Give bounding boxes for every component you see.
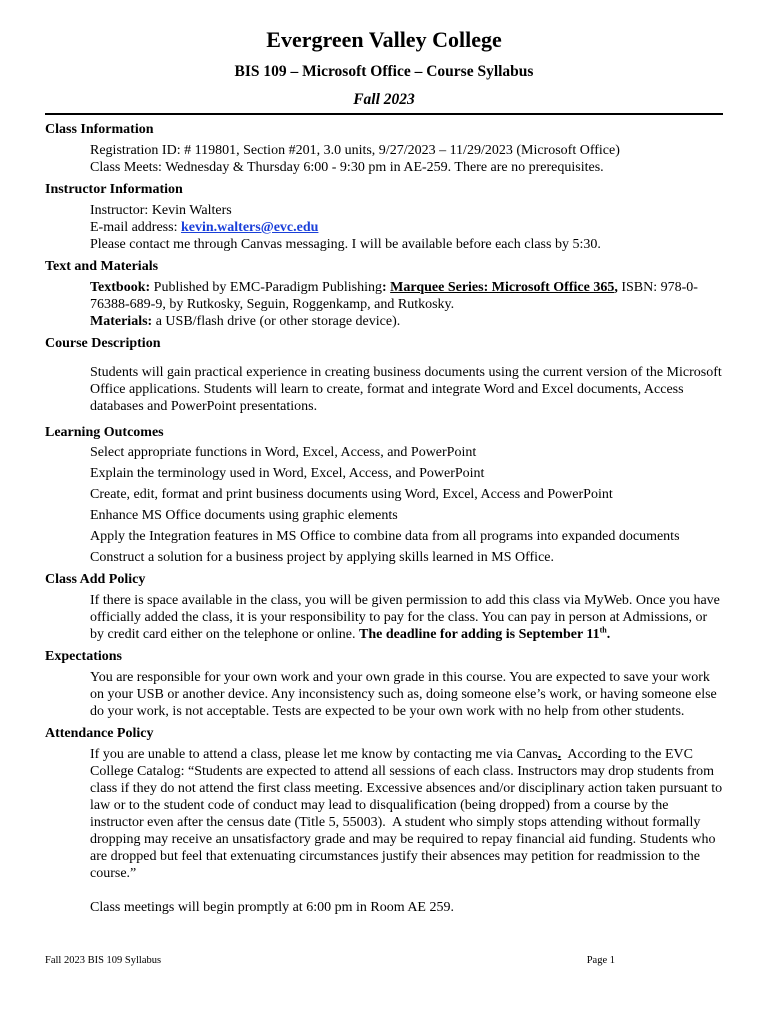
add-policy-body: If there is space available in the class, you will be given permission to add this class via MyWeb. Once you have officially added the class, it is your responsibility to pay for the class. You can pay in person at Admissions, or by credit card either on the telephone or online.	[90, 593, 720, 642]
textbook-colon: :	[381, 280, 391, 295]
attendance-text	[45, 746, 726, 882]
email-link[interactable]: kevin.walters@evc.edu	[180, 220, 319, 235]
course-description-text: Students will gain practical experience in creating business documents using the current version of the Microsoft Office applications. Students will learn to create, format and integrate Word and Excel documents, Access databases and PowerPoint presentations.	[90, 365, 722, 414]
add-deadline-suffix: th	[599, 625, 607, 635]
materials-line	[45, 313, 723, 330]
textbook-label: Textbook:	[90, 280, 151, 295]
header-divider	[45, 113, 723, 115]
text-materials-section	[45, 258, 723, 330]
footer-document-name: Fall 2023 BIS 109 Syllabus	[45, 955, 162, 966]
section-heading: Attendance Policy	[45, 726, 154, 741]
section-heading: Class Add Policy	[45, 572, 146, 587]
section-heading: Expectations	[45, 649, 122, 664]
learning-outcomes-section	[45, 424, 723, 566]
attendance-catalog: According to the EVC College Catalog: “Students are expected to attend all sessions of each class. Instructors may drop students from class if they do not attend the first class meeting. Excessive absences and/or disciplinary action taken pursuant to law or to the student code of conduct may lead to disqualification (being dropped) from a course by the instructor even after the census date (Title 5, 55003). A student who simply stops attending without formally dropping may receive an unsatisfactory grade and may be required to repay financial aid funding. Students who are dropped but feel that extenuating circumstances justify their absences may petition for readmission to the course.”	[90, 747, 726, 881]
footer-page-number: Page 1	[586, 955, 615, 966]
syllabus-body	[45, 121, 726, 921]
section-heading: Learning Outcomes	[45, 425, 164, 440]
textbook-details: ISBN: 978-0-76388-689-9, by Rutkosky, Seguin, Roggenkamp, and Rutkosky.	[90, 280, 698, 312]
term-label: Fall 2023	[353, 91, 415, 108]
add-deadline-period: .	[606, 627, 611, 642]
textbook-line	[45, 279, 723, 313]
outcome-item: Enhance MS Office documents using graphic elements	[90, 508, 398, 523]
section-heading: Course Description	[45, 336, 161, 351]
textbook-publisher: Published by EMC-Paradigm Publishing	[150, 280, 382, 295]
attendance-dot: .	[557, 747, 562, 762]
materials-label: Materials:	[90, 314, 153, 329]
materials-text: a USB/flash drive (or other storage device).	[152, 314, 401, 329]
outcome-item: Create, edit, format and print business documents using Word, Excel, Access and PowerPoint	[90, 487, 613, 502]
outcome-item: Apply the Integration features in MS Office to combine data from all programs into expanded documents	[90, 529, 680, 544]
course-description-section	[45, 335, 723, 415]
outcome-item: Explain the terminology used in Word, Excel, Access, and PowerPoint	[90, 466, 485, 481]
textbook-comma: ,	[614, 280, 618, 295]
section-heading: Instructor Information	[45, 182, 183, 197]
email-line	[45, 219, 723, 236]
attendance-intro: If you are unable to attend a class, please let me know by contacting me via Canvas	[90, 747, 558, 762]
expectations-text: You are responsible for your own work and your own grade in this course. You are expected to save your work on your USB or another device. Any inconsistency such as, doing someone else’s work, or having someone else do your work, is not acceptable. Tests are expected to be your own work with no help from other students.	[90, 670, 717, 719]
instructor-name: Instructor: Kevin Walters	[90, 203, 232, 218]
outcome-item: Construct a solution for a business project by applying skills learned in MS Office.	[90, 550, 555, 565]
registration-line: Registration ID: # 119801, Section #201, 3.0 units, 9/27/2023 – 11/29/2023 (Microsoft Office)	[90, 143, 620, 158]
email-label: E-mail address:	[90, 220, 181, 235]
add-deadline	[359, 627, 610, 642]
outcome-item: Select appropriate functions in Word, Excel, Access, and PowerPoint	[90, 445, 477, 460]
add-policy-text	[45, 592, 723, 643]
textbook-title: Marquee Series: Microsoft Office 365	[390, 280, 615, 295]
class-information-section	[45, 121, 723, 176]
instructor-information-section	[45, 181, 723, 253]
add-deadline-text: The deadline for adding is September 11	[359, 627, 600, 642]
college-title: Evergreen Valley College	[266, 27, 502, 52]
attendance-section	[45, 725, 726, 916]
section-heading: Text and Materials	[45, 259, 159, 274]
add-policy-section	[45, 571, 723, 643]
course-title: BIS 109 – Microsoft Office – Course Syllabus	[234, 63, 534, 80]
expectations-section	[45, 648, 723, 720]
contact-line: Please contact me through Canvas messaging. I will be available before each class by 5:30.	[90, 237, 601, 252]
class-meetings-note: Class meetings will begin promptly at 6:00 pm in Room AE 259.	[90, 900, 454, 915]
class-meets-line: Class Meets: Wednesday & Thursday 6:00 - 9:30 pm in AE-259. There are no prerequisites.	[90, 160, 604, 175]
section-heading: Class Information	[45, 122, 154, 137]
